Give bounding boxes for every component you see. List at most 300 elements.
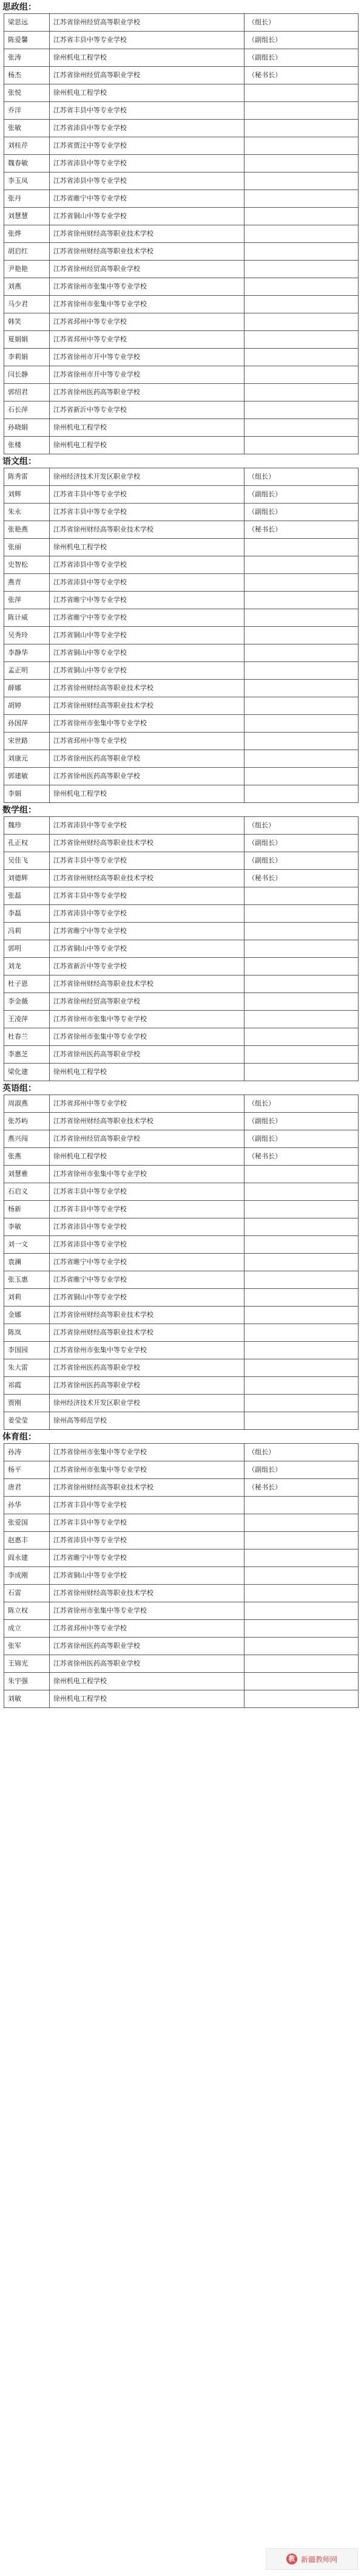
member-name: 袁澜 <box>4 1254 50 1271</box>
table-row <box>4 349 359 366</box>
table-row <box>4 521 359 539</box>
table-row <box>4 680 359 697</box>
table-row <box>4 419 359 437</box>
member-role: （副组长） <box>244 32 359 49</box>
member-school: 江苏省邳州中等专业学校 <box>49 1620 244 1638</box>
member-school: 江苏省沛县中等专业学校 <box>49 556 244 574</box>
member-role <box>244 697 359 715</box>
member-role: （组长） <box>244 14 359 32</box>
member-school: 江苏省徐州市张集中等专业学校 <box>49 278 244 296</box>
member-name: 成立 <box>4 1620 50 1638</box>
member-role <box>244 331 359 349</box>
member-role <box>244 384 359 401</box>
member-name: 薛娜 <box>4 680 50 697</box>
member-school: 江苏省丰县中等专业学校 <box>49 1201 244 1218</box>
member-role: （副组长） <box>244 1113 359 1130</box>
member-school: 徐州经济技术开发区职业学校 <box>49 468 244 486</box>
member-school: 江苏省徐州财经高等职业技术学校 <box>49 1585 244 1602</box>
table-row <box>4 1412 359 1430</box>
table-row <box>4 1342 359 1359</box>
table-row <box>4 1567 359 1585</box>
table-row <box>4 401 359 419</box>
table-row <box>4 1064 359 1081</box>
member-name: 李玉凤 <box>4 173 50 190</box>
member-name: 杜子恩 <box>4 975 50 993</box>
member-name: 刘慧雅 <box>4 1166 50 1183</box>
member-school: 江苏省丰县中等专业学校 <box>49 504 244 521</box>
member-role <box>244 556 359 574</box>
member-name: 孟正明 <box>4 662 50 680</box>
member-role <box>244 993 359 1011</box>
table-row <box>4 504 359 521</box>
member-school: 江苏省沛县中等专业学校 <box>49 120 244 137</box>
roster-section <box>0 1 364 454</box>
member-school: 江苏省丰县中等专业学校 <box>49 1183 244 1201</box>
member-role: （组长） <box>244 468 359 486</box>
member-name: 张军 <box>4 1638 50 1655</box>
table-row <box>4 715 359 733</box>
member-school: 江苏省贾汪中等专业学校 <box>49 137 244 155</box>
section-title: 体育组： <box>2 1432 36 1442</box>
roster-section <box>0 1431 364 1708</box>
member-school: 江苏省徐州市张集中等专业学校 <box>49 296 244 313</box>
member-school: 江苏省睢宁中等专业学校 <box>49 592 244 609</box>
member-role: （组长） <box>244 817 359 835</box>
member-school: 江苏省徐州市开中等专业学校 <box>49 349 244 366</box>
member-role <box>244 539 359 556</box>
member-school: 江苏省丰县中等专业学校 <box>49 486 244 504</box>
member-name: 张涛 <box>4 49 50 67</box>
table-row <box>4 32 359 49</box>
member-name: 杨杰 <box>4 67 50 84</box>
table-row <box>4 1602 359 1620</box>
member-school: 徐州机电工程学校 <box>49 84 244 102</box>
member-school: 江苏省徐州市张集中等专业学校 <box>49 1444 244 1461</box>
member-school: 江苏省徐州财经高等职业技术学校 <box>49 975 244 993</box>
member-role <box>244 1271 359 1289</box>
member-school: 江苏省沛县中等专业学校 <box>49 574 244 592</box>
member-name: 刘一文 <box>4 1236 50 1254</box>
member-name: 刘康元 <box>4 750 50 768</box>
member-name: 张爱国 <box>4 1514 50 1532</box>
member-school: 江苏省徐州市张集中等专业学校 <box>49 715 244 733</box>
member-school: 江苏省徐州市张集中等专业学校 <box>49 1011 244 1028</box>
member-role <box>244 1549 359 1567</box>
member-name: 魏春敏 <box>4 155 50 173</box>
member-role <box>244 940 359 958</box>
member-school: 江苏省徐州经贸高等职业学校 <box>49 67 244 84</box>
member-school: 徐州机电工程学校 <box>49 419 244 437</box>
member-role <box>244 1236 359 1254</box>
member-role: （副组长） <box>244 852 359 870</box>
table-row <box>4 1130 359 1148</box>
member-name: 张楼 <box>4 437 50 454</box>
table-row <box>4 852 359 870</box>
member-school: 江苏省沛县中等专业学校 <box>49 173 244 190</box>
member-name: 陈爱馨 <box>4 32 50 49</box>
member-name: 张丹 <box>4 190 50 208</box>
member-school: 江苏省徐州经贸高等职业学校 <box>49 993 244 1011</box>
member-role: （副组长） <box>244 1130 359 1148</box>
member-name: 张萍 <box>4 592 50 609</box>
logo-icon: 教 <box>286 2554 297 2564</box>
table-row <box>4 208 359 225</box>
member-school: 徐州经济技术开发区职业学校 <box>49 1395 244 1412</box>
member-school: 江苏省徐州财经高等职业技术学校 <box>49 225 244 243</box>
member-name: 孙国萍 <box>4 715 50 733</box>
table-row <box>4 627 359 644</box>
member-name: 燕青 <box>4 574 50 592</box>
table-row <box>4 437 359 454</box>
table-row <box>4 768 359 785</box>
member-role <box>244 1254 359 1271</box>
member-name: 张丽 <box>4 539 50 556</box>
member-role <box>244 768 359 785</box>
member-name: 金娜 <box>4 1307 50 1324</box>
roster-section <box>0 804 364 1081</box>
member-role <box>244 1218 359 1236</box>
member-name: 胡婷 <box>4 697 50 715</box>
table-row <box>4 609 359 627</box>
member-name: 宋世路 <box>4 733 50 750</box>
table-row <box>4 1011 359 1028</box>
member-role <box>244 1166 359 1183</box>
member-school: 江苏省新沂中等专业学校 <box>49 958 244 975</box>
table-row <box>4 1638 359 1655</box>
table-row <box>4 1673 359 1690</box>
member-role <box>244 1620 359 1638</box>
member-school: 江苏省邳州中等专业学校 <box>49 313 244 331</box>
table-row <box>4 870 359 887</box>
table-row <box>4 539 359 556</box>
member-school: 江苏省徐州财经高等职业技术学校 <box>49 1479 244 1497</box>
member-role <box>244 644 359 662</box>
member-role <box>244 1690 359 1708</box>
table-row <box>4 261 359 278</box>
member-role <box>244 1497 359 1514</box>
table-row <box>4 49 359 67</box>
member-school: 江苏省徐州财经高等职业技术学校 <box>49 1113 244 1130</box>
member-role <box>244 1377 359 1395</box>
member-name: 刘莉 <box>4 1289 50 1307</box>
member-role <box>244 1289 359 1307</box>
member-school: 江苏省铜山中等专业学校 <box>49 940 244 958</box>
member-role <box>244 785 359 803</box>
section-title: 英语组： <box>2 1084 36 1093</box>
table-row <box>4 225 359 243</box>
table-row <box>4 1113 359 1130</box>
table-row <box>4 923 359 940</box>
table-row <box>4 137 359 155</box>
member-school: 江苏省邳州中等专业学校 <box>49 331 244 349</box>
table-row <box>4 975 359 993</box>
member-name: 梁思远 <box>4 14 50 32</box>
member-role <box>244 680 359 697</box>
member-role <box>244 905 359 923</box>
member-school: 江苏省铜山中等专业学校 <box>49 1567 244 1585</box>
table-row <box>4 1218 359 1236</box>
member-name: 孙华 <box>4 1497 50 1514</box>
member-name: 吴佳飞 <box>4 852 50 870</box>
member-role <box>244 733 359 750</box>
table-row <box>4 1324 359 1342</box>
member-school: 江苏省徐州财经高等职业技术学校 <box>49 1324 244 1342</box>
member-school: 江苏省徐州医药高等职业学校 <box>49 1655 244 1673</box>
table-row <box>4 1046 359 1064</box>
table-row <box>4 1236 359 1254</box>
member-role <box>244 1638 359 1655</box>
table-row <box>4 993 359 1011</box>
member-name: 燕兴闯 <box>4 1130 50 1148</box>
table-row <box>4 1307 359 1324</box>
member-school: 江苏省徐州医药高等职业学校 <box>49 768 244 785</box>
member-name: 韩笑 <box>4 313 50 331</box>
member-role <box>244 120 359 137</box>
member-name: 李娟 <box>4 785 50 803</box>
table-row <box>4 1028 359 1046</box>
member-name: 孙涛 <box>4 1444 50 1461</box>
member-role: （副组长） <box>244 1461 359 1479</box>
table-row <box>4 278 359 296</box>
member-school: 江苏省新沂中等专业学校 <box>49 401 244 419</box>
table-row <box>4 190 359 208</box>
member-school: 江苏省沛县中等专业学校 <box>49 905 244 923</box>
member-school: 江苏省丰县中等专业学校 <box>49 32 244 49</box>
table-row <box>4 1183 359 1201</box>
table-row <box>4 1549 359 1567</box>
member-role <box>244 243 359 261</box>
member-name: 郭绍君 <box>4 384 50 401</box>
member-name: 赵惠丰 <box>4 1532 50 1549</box>
member-name: 石启义 <box>4 1183 50 1201</box>
member-role <box>244 84 359 102</box>
table-row <box>4 1514 359 1532</box>
member-role <box>244 1201 359 1218</box>
table-row <box>4 644 359 662</box>
member-school: 江苏省徐州医药高等职业学校 <box>49 1638 244 1655</box>
member-name: 李惠芝 <box>4 1046 50 1064</box>
member-school: 江苏省徐州医药高等职业学校 <box>49 750 244 768</box>
member-role <box>244 592 359 609</box>
member-role <box>244 750 359 768</box>
member-name: 陈立权 <box>4 1602 50 1620</box>
member-role: （副组长） <box>244 486 359 504</box>
watermark <box>266 2548 358 2570</box>
member-name: 阎永建 <box>4 1549 50 1567</box>
member-school: 江苏省徐州经贸高等职业学校 <box>49 14 244 32</box>
table-row <box>4 958 359 975</box>
member-role <box>244 225 359 243</box>
member-school: 江苏省徐州经贸高等职业学校 <box>49 1130 244 1148</box>
member-school: 江苏省徐州财经高等职业技术学校 <box>49 243 244 261</box>
member-name: 陈岚 <box>4 1324 50 1342</box>
member-role <box>244 437 359 454</box>
member-school: 江苏省丰县中等专业学校 <box>49 102 244 120</box>
table-row <box>4 384 359 401</box>
member-role <box>244 1011 359 1028</box>
member-school: 江苏省邳州中等专业学校 <box>49 733 244 750</box>
table-row <box>4 1655 359 1673</box>
table-row <box>4 1095 359 1113</box>
member-role <box>244 208 359 225</box>
table-row <box>4 155 359 173</box>
member-role <box>244 278 359 296</box>
member-role <box>244 627 359 644</box>
member-name: 贾刚 <box>4 1395 50 1412</box>
member-name: 张艳燕 <box>4 521 50 539</box>
section-title: 思政组： <box>2 2 36 12</box>
table-row <box>4 84 359 102</box>
member-school: 江苏省徐州财经高等职业技术学校 <box>49 870 244 887</box>
member-name: 魏珍 <box>4 817 50 835</box>
table-row <box>4 574 359 592</box>
member-school: 徐州机电工程学校 <box>49 49 244 67</box>
member-role <box>244 1342 359 1359</box>
member-name: 王锦光 <box>4 1655 50 1673</box>
member-school: 江苏省徐州医药高等职业学校 <box>49 384 244 401</box>
member-name: 吴秀玲 <box>4 627 50 644</box>
member-name: 石长萍 <box>4 401 50 419</box>
member-name: 闫长静 <box>4 366 50 384</box>
member-name: 乔洋 <box>4 102 50 120</box>
member-role: （秘书长） <box>244 870 359 887</box>
member-school: 江苏省铜山中等专业学校 <box>49 1289 244 1307</box>
member-school: 江苏省徐州市张集中等专业学校 <box>49 1342 244 1359</box>
table-row <box>4 313 359 331</box>
table-row <box>4 67 359 84</box>
member-school: 江苏省徐州医药高等职业学校 <box>49 1046 244 1064</box>
member-role: （组长） <box>244 1095 359 1113</box>
member-school: 江苏省铜山中等专业学校 <box>49 644 244 662</box>
member-name: 刘桂芹 <box>4 137 50 155</box>
table-row <box>4 366 359 384</box>
table-row <box>4 1479 359 1497</box>
table-row <box>4 940 359 958</box>
member-role <box>244 1324 359 1342</box>
member-name: 李成刚 <box>4 1567 50 1585</box>
member-role <box>244 1307 359 1324</box>
roster-table <box>4 468 359 803</box>
member-name: 唐君 <box>4 1479 50 1497</box>
table-row <box>4 905 359 923</box>
member-role <box>244 923 359 940</box>
member-name: 胡启红 <box>4 243 50 261</box>
table-row <box>4 1377 359 1395</box>
table-row <box>4 1461 359 1479</box>
table-row <box>4 1690 359 1708</box>
watermark-text: 新疆教师网 <box>300 2555 337 2564</box>
member-role <box>244 190 359 208</box>
roster-table <box>4 1443 359 1708</box>
member-name: 陈计威 <box>4 609 50 627</box>
member-name: 张燕 <box>4 1148 50 1166</box>
member-name: 杜春兰 <box>4 1028 50 1046</box>
member-name: 夏娟娟 <box>4 331 50 349</box>
member-school: 江苏省徐州财经高等职业技术学校 <box>49 835 244 852</box>
member-name: 朱永 <box>4 504 50 521</box>
table-row <box>4 1497 359 1514</box>
member-name: 李磊 <box>4 905 50 923</box>
member-school: 江苏省徐州财经高等职业技术学校 <box>49 697 244 715</box>
table-row <box>4 697 359 715</box>
member-role <box>244 1064 359 1081</box>
table-row <box>4 102 359 120</box>
section-title: 数学组： <box>2 805 36 815</box>
member-role <box>244 662 359 680</box>
member-school: 江苏省徐州市张集中等专业学校 <box>49 1166 244 1183</box>
member-role: （秘书长） <box>244 1479 359 1497</box>
table-row <box>4 1532 359 1549</box>
member-role <box>244 975 359 993</box>
roster-table <box>4 1095 359 1430</box>
member-role <box>244 1395 359 1412</box>
table-row <box>4 173 359 190</box>
member-role <box>244 1673 359 1690</box>
member-role <box>244 296 359 313</box>
member-name: 李金薇 <box>4 993 50 1011</box>
table-row <box>4 468 359 486</box>
table-row <box>4 1585 359 1602</box>
table-row <box>4 1271 359 1289</box>
table-row <box>4 331 359 349</box>
member-role: （组长） <box>244 1444 359 1461</box>
member-role <box>244 419 359 437</box>
member-name: 姜莹莹 <box>4 1412 50 1430</box>
table-row <box>4 1395 359 1412</box>
table-row <box>4 750 359 768</box>
member-role <box>244 102 359 120</box>
member-school: 徐州机电工程学校 <box>49 437 244 454</box>
member-school: 江苏省睢宁中等专业学校 <box>49 1549 244 1567</box>
member-school: 江苏省睢宁中等专业学校 <box>49 923 244 940</box>
member-school: 江苏省睢宁中等专业学校 <box>49 190 244 208</box>
member-school: 江苏省铜山中等专业学校 <box>49 208 244 225</box>
member-name: 李敏 <box>4 1218 50 1236</box>
member-name: 张悦 <box>4 84 50 102</box>
member-name: 朱宇强 <box>4 1673 50 1690</box>
member-school: 江苏省铜山中等专业学校 <box>49 662 244 680</box>
member-school: 江苏省徐州财经高等职业技术学校 <box>49 680 244 697</box>
member-name: 马少君 <box>4 296 50 313</box>
member-role: （秘书长） <box>244 67 359 84</box>
member-name: 尹艳艳 <box>4 261 50 278</box>
member-name: 祁霞 <box>4 1377 50 1395</box>
member-name: 冯莉 <box>4 923 50 940</box>
member-role <box>244 1028 359 1046</box>
member-role <box>244 1514 359 1532</box>
member-name: 史智松 <box>4 556 50 574</box>
roster-table <box>4 816 359 1081</box>
table-row <box>4 887 359 905</box>
table-row <box>4 120 359 137</box>
member-school: 徐州机电工程学校 <box>49 1690 244 1708</box>
member-role <box>244 1655 359 1673</box>
member-school: 江苏省邳州中等专业学校 <box>49 1095 244 1113</box>
member-name: 杨平 <box>4 1461 50 1479</box>
member-role <box>244 1046 359 1064</box>
member-school: 江苏省铜山中等专业学校 <box>49 627 244 644</box>
member-name: 陈秀雷 <box>4 468 50 486</box>
table-row <box>4 1201 359 1218</box>
member-role <box>244 958 359 975</box>
member-role <box>244 1585 359 1602</box>
member-school: 徐州机电工程学校 <box>49 785 244 803</box>
member-role: （副组长） <box>244 504 359 521</box>
member-role: （副组长） <box>244 49 359 67</box>
member-name: 张烨 <box>4 225 50 243</box>
member-role <box>244 574 359 592</box>
member-school: 徐州高等师范学校 <box>49 1412 244 1430</box>
